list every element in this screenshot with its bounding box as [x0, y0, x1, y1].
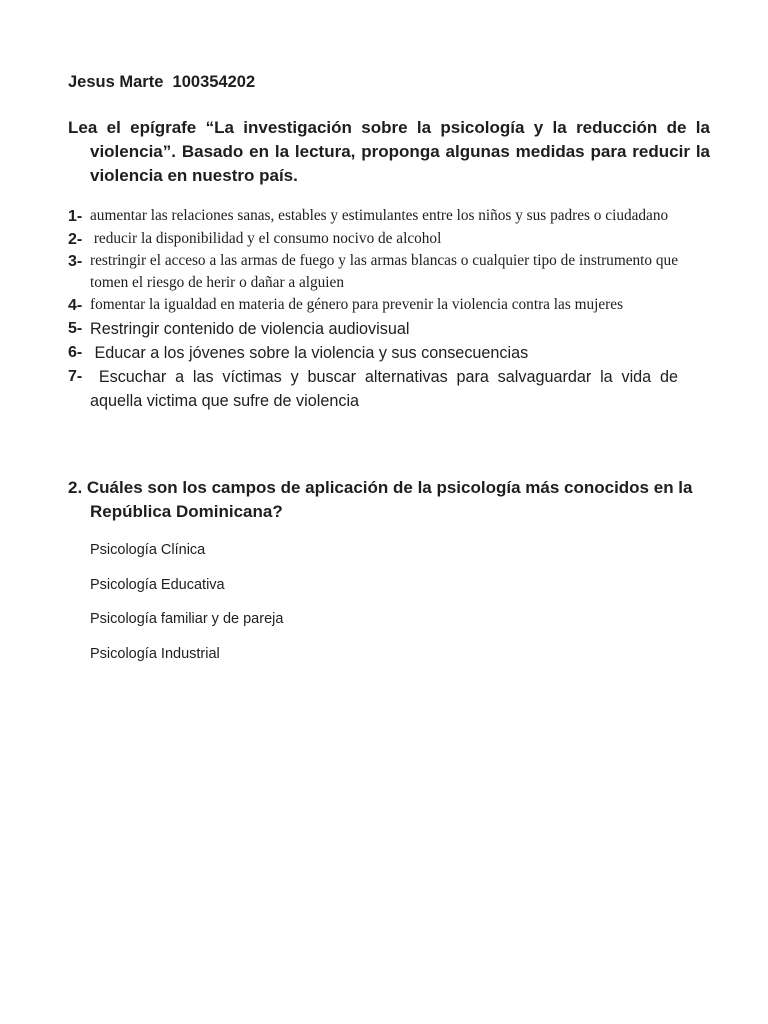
measure-text: Educar a los jóvenes sobre la violencia y sus consecuencias	[90, 343, 529, 362]
field-item: Psicología familiar y de pareja	[90, 611, 284, 627]
question-1: Lea el epígrafe “La investigación sobre la psicología y la reducción de la violencia”. Basado en la lectura, proponga algunas medidas para reducir la violencia en nuestro país.	[68, 118, 710, 185]
measure-text: aumentar las relaciones sanas, estables y estimulantes entre los niños y sus padres o ciudadano	[90, 207, 669, 224]
measure-number: 3-	[68, 253, 83, 270]
measure-item	[68, 365, 683, 413]
measure-item	[68, 205, 678, 227]
field-item: Psicología Clínica	[90, 542, 206, 558]
measure-number: 1-	[68, 208, 83, 225]
measure-number: 7-	[68, 367, 83, 385]
author-line: Jesus Marte 100354202	[68, 73, 256, 91]
measure-item	[68, 317, 678, 341]
fields-list	[90, 540, 283, 678]
measure-text: reducir la disponibilidad y el consumo nocivo de alcohol	[90, 229, 442, 247]
measure-text: restringir el acceso a las armas de fuego y las armas blancas o cualquier tipo de instrumento que tomen el riesgo de herir o dañar a alguien	[90, 252, 678, 291]
measure-text: Restringir contenido de violencia audiovisual	[90, 319, 410, 338]
measure-item	[68, 228, 678, 250]
measure-number: 5-	[68, 319, 83, 337]
measure-item	[68, 294, 678, 316]
measure-item	[68, 341, 678, 365]
measure-item	[68, 250, 678, 293]
measure-text: fomentar la igualdad en materia de género para prevenir la violencia contra las mujeres	[90, 296, 624, 313]
measures-list	[68, 205, 683, 413]
measure-text: Escuchar a las víctimas y buscar alternativas para salvaguardar la vida de aquella victima que sufre de violencia	[90, 367, 683, 410]
question-2: 2. Cuáles son los campos de aplicación de la psicología más conocidos en la República Dominicana?	[68, 478, 693, 521]
measure-number: 4-	[68, 297, 83, 314]
measure-number: 6-	[68, 343, 83, 361]
field-item: Psicología Educativa	[90, 576, 225, 593]
field-item: Psicología Industrial	[90, 645, 220, 662]
measure-number: 2-	[68, 230, 83, 248]
